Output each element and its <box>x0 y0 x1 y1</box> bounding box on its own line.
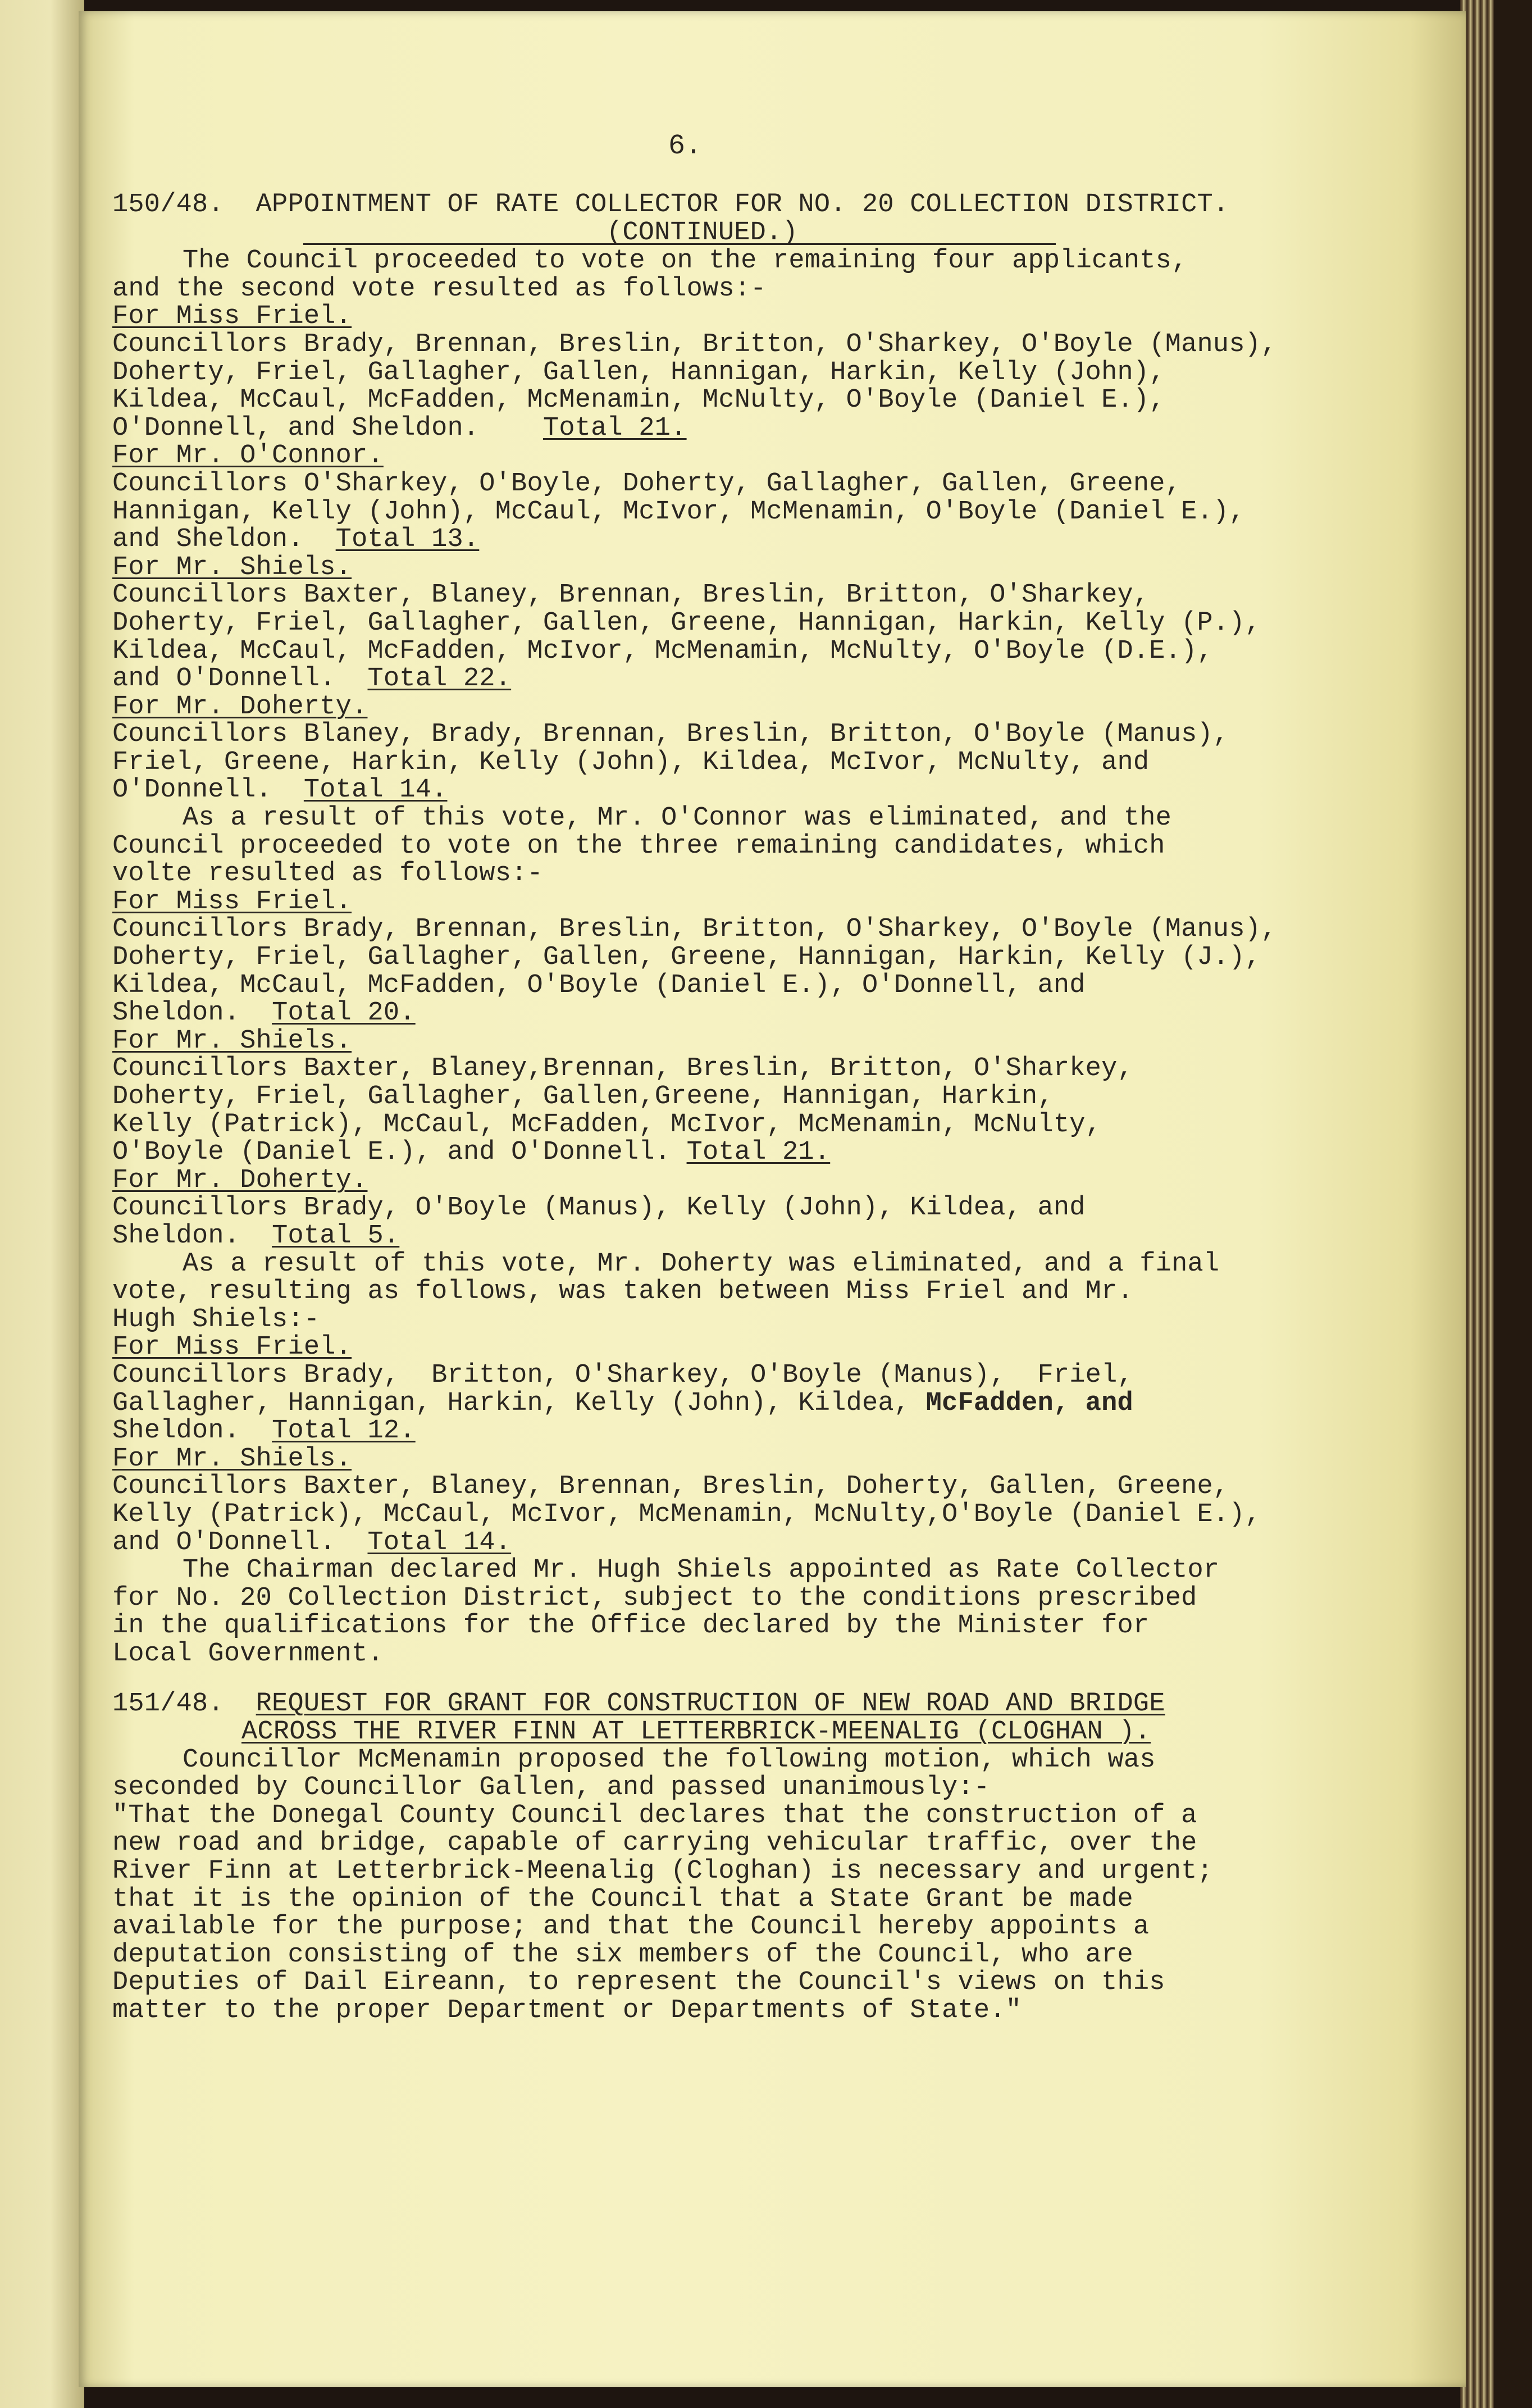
paragraph-line: The Council proceeded to vote on the remaining four applicants, <box>183 246 1188 276</box>
vote-total: Total 20. <box>272 998 416 1028</box>
item-title: ACROSS THE RIVER FINN AT LETTERBRICK-MEENALIG (CLOGHAN ). <box>241 1717 1151 1747</box>
vote-line: Councillors Brady, O'Boyle (Manus), Kelly (John), Kildea, and <box>112 1193 1086 1223</box>
vote-heading-oconnor: For Mr. O'Connor. <box>112 441 384 471</box>
vote-line: Kildea, McCaul, McFadden, McMenamin, McNulty, O'Boyle (Daniel E.), <box>112 385 1165 416</box>
vote-total: Total 12. <box>272 1416 416 1446</box>
vote-line: Sheldon. <box>112 998 240 1028</box>
paragraph-line: The Chairman declared Mr. Hugh Shiels appointed as Rate Collector <box>183 1555 1220 1586</box>
vote-line-overtyped: McFadden, and <box>925 1388 1133 1418</box>
vote-heading-friel: For Miss Friel. <box>112 302 352 332</box>
paragraph-line: Council proceeded to vote on the three remaining candidates, which <box>112 831 1165 861</box>
vote-line: Kildea, McCaul, McFadden, McIvor, McMenamin, McNulty, O'Boyle (D.E.), <box>112 636 1213 666</box>
item-number: 151/48. <box>112 1689 224 1719</box>
vote-line: Sheldon. <box>112 1416 240 1446</box>
paragraph-line: available for the purpose; and that the Council hereby appoints a <box>112 1912 1150 1942</box>
vote-heading-shiels: For Mr. Shiels. <box>112 1444 352 1474</box>
paragraph-line: As a result of this vote, Mr. Doherty was eliminated, and a final <box>183 1249 1220 1279</box>
paragraph-line: Councillor McMenamin proposed the following motion, which was <box>183 1745 1156 1775</box>
vote-heading-shiels: For Mr. Shiels. <box>112 1026 352 1056</box>
item-150-heading <box>112 191 1415 219</box>
vote-total: Total 21. <box>542 413 687 443</box>
vote-total: Total 22. <box>367 664 512 694</box>
paragraph-line: Hugh Shiels:- <box>112 1304 320 1335</box>
page-content <box>112 129 1415 2025</box>
vote-line: and O'Donnell. <box>112 664 336 694</box>
vote-line: Sheldon. <box>112 1221 240 1251</box>
paragraph-line: volte resulted as follows:- <box>112 859 543 889</box>
vote-line: Doherty, Friel, Gallagher, Gallen, Greene, Hannigan, Harkin, Kelly (P.), <box>112 608 1261 638</box>
paragraph-line: for No. 20 Collection District, subject to the conditions prescribed <box>112 1583 1197 1613</box>
vote-line: Doherty, Friel, Gallagher, Gallen,Greene, Hannigan, Harkin, <box>112 1082 1054 1112</box>
paragraph-line: that it is the opinion of the Council that a State Grant be made <box>112 1884 1133 1914</box>
page-number: 6. <box>668 130 703 162</box>
vote-line: Doherty, Friel, Gallagher, Gallen, Greene, Hannigan, Harkin, Kelly (J.), <box>112 943 1261 973</box>
item-subtitle: (CONTINUED.) <box>607 217 798 248</box>
vote-total: Total 14. <box>367 1527 512 1558</box>
vote-heading-shiels: For Mr. Shiels. <box>112 552 352 582</box>
vote-line: O'Donnell. <box>112 775 272 805</box>
paragraph-line: Local Government. <box>112 1638 384 1669</box>
paragraph-line: Deputies of Dail Eireann, to represent the Council's views on this <box>112 1968 1165 1998</box>
paragraph-line: and the second vote resulted as follows:- <box>112 274 767 304</box>
vote-line: and Sheldon. <box>112 525 304 555</box>
vote-line: Councillors Baxter, Blaney,Brennan, Breslin, Britton, O'Sharkey, <box>112 1054 1133 1084</box>
vote-line: Councillors Brady, Brennan, Breslin, Britton, O'Sharkey, O'Boyle (Manus), <box>112 914 1277 945</box>
vote-line: Kildea, McCaul, McFadden, O'Boyle (Daniel E.), O'Donnell, and <box>112 970 1086 1000</box>
vote-line: Councillors O'Sharkey, O'Boyle, Doherty, Gallagher, Gallen, Greene, <box>112 468 1182 499</box>
vote-total: Total 5. <box>272 1221 400 1251</box>
vote-line: Friel, Greene, Harkin, Kelly (John), Kildea, McIvor, McNulty, and <box>112 747 1150 777</box>
item-title: APPOINTMENT OF RATE COLLECTOR FOR NO. 20 COLLECTION DISTRICT. <box>256 190 1229 220</box>
item-title: REQUEST FOR GRANT FOR CONSTRUCTION OF NEW ROAD AND BRIDGE <box>256 1689 1165 1719</box>
paragraph-line: seconded by Councillor Gallen, and passed unanimously:- <box>112 1773 990 1803</box>
vote-total: Total 14. <box>303 775 448 805</box>
vote-line: Hannigan, Kelly (John), McCaul, McIvor, McMenamin, O'Boyle (Daniel E.), <box>112 497 1245 527</box>
vote-line: Doherty, Friel, Gallagher, Gallen, Hannigan, Harkin, Kelly (John), <box>112 357 1165 388</box>
facing-page-edge <box>0 0 84 2408</box>
vote-heading-doherty: For Mr. Doherty. <box>112 1165 368 1195</box>
vote-line: Councillors Baxter, Blaney, Brennan, Breslin, Britton, O'Sharkey, <box>112 580 1150 611</box>
vote-line: Councillors Brady, Brennan, Breslin, Britton, O'Sharkey, O'Boyle (Manus), <box>112 329 1277 359</box>
paragraph-line: in the qualifications for the Office declared by the Minister for <box>112 1611 1150 1641</box>
vote-heading-friel: For Miss Friel. <box>112 1332 352 1363</box>
vote-heading-friel: For Miss Friel. <box>112 886 352 917</box>
vote-line: and O'Donnell. <box>112 1527 336 1558</box>
paragraph-line: vote, resulting as follows, was taken between Miss Friel and Mr. <box>112 1277 1133 1307</box>
paragraph-line: deputation consisting of the six members of the Council, who are <box>112 1940 1133 1970</box>
vote-total: Total 21. <box>686 1137 831 1168</box>
vote-line: O'Donnell, and Sheldon. <box>112 413 480 443</box>
vote-line: O'Boyle (Daniel E.), and O'Donnell. <box>112 1137 671 1168</box>
book-spine-shadow <box>1494 0 1532 2408</box>
vote-line: Councillors Baxter, Blaney, Brennan, Breslin, Doherty, Gallen, Greene, <box>112 1472 1229 1502</box>
paragraph-line: "That the Donegal County Council declares that the construction of a <box>112 1800 1197 1831</box>
vote-line: Kelly (Patrick), McCaul, McIvor, McMenamin, McNulty,O'Boyle (Daniel E.), <box>112 1499 1261 1530</box>
item-151-heading <box>112 1690 1415 1718</box>
paragraph-line: As a result of this vote, Mr. O'Connor was eliminated, and the <box>183 803 1172 834</box>
vote-line: Kelly (Patrick), McCaul, McFadden, McIvor, McMenamin, McNulty, <box>112 1109 1102 1140</box>
vote-line: Councillors Blaney, Brady, Brennan, Breslin, Britton, O'Boyle (Manus), <box>112 720 1229 750</box>
vote-line: Councillors Brady, Britton, O'Sharkey, O'Boyle (Manus), Friel, <box>112 1360 1133 1390</box>
paragraph-line: River Finn at Letterbrick-Meenalig (Cloghan) is necessary and urgent; <box>112 1856 1213 1887</box>
paragraph-line: matter to the proper Department or Departments of State." <box>112 1996 1022 2025</box>
vote-total: Total 13. <box>335 525 480 555</box>
vote-line: Gallagher, Hannigan, Harkin, Kelly (John), Kildea, <box>112 1388 926 1418</box>
item-number: 150/48. <box>112 190 224 220</box>
vote-heading-doherty: For Mr. Doherty. <box>112 691 368 722</box>
paragraph-line: new road and bridge, capable of carrying vehicular traffic, over the <box>112 1828 1197 1859</box>
